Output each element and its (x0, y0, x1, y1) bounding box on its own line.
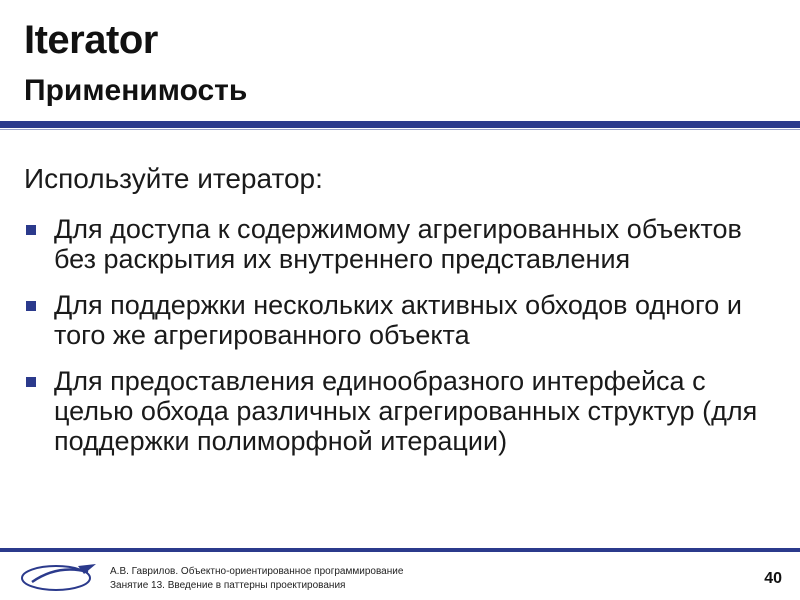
bullet-text: Для поддержки нескольких активных обходов одного и того же агрегированного объекта (54, 290, 742, 350)
bullet-text: Для доступа к содержимому агрегированных объектов без раскрытия их внутреннего представления (54, 214, 742, 274)
bullet-list (24, 214, 784, 472)
slide-subtitle: Применимость (24, 74, 248, 107)
footer-author: А.В. Гаврилов. Объектно-ориентированное программирование (110, 566, 404, 577)
header-divider (0, 121, 800, 128)
bullet-square-icon (26, 301, 36, 311)
footer-divider (0, 548, 800, 552)
footer-lesson: Занятие 13. Введение в паттерны проектирования (110, 580, 346, 591)
intro-text: Используйте итератор: (24, 163, 323, 194)
bullet-item (24, 214, 784, 274)
bullet-square-icon (26, 377, 36, 387)
bullet-item (24, 290, 784, 350)
page-number: 40 (764, 570, 782, 587)
orbit-logo-icon (18, 558, 102, 594)
bullet-square-icon (26, 225, 36, 235)
header-divider-thin (0, 129, 800, 130)
slide-title: Iterator (24, 18, 158, 62)
bullet-item (24, 366, 784, 456)
bullet-text: Для предоставления единообразного интерфейса с целью обхода различных агрегированных структур (для поддержки полиморфной итерации) (54, 366, 758, 456)
